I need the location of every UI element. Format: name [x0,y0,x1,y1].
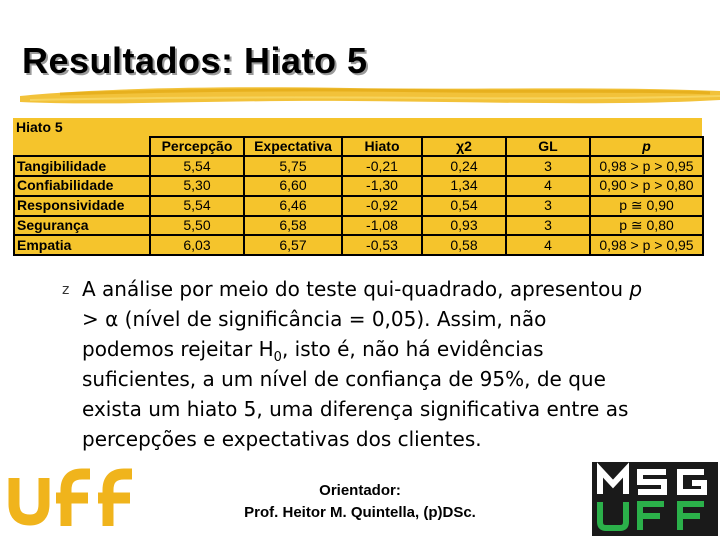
row-label: Confiabilidade [14,176,150,196]
table-cell: 3 [506,196,590,216]
z-bullet-icon: z [62,282,70,298]
slide-title: Resultados: Hiato 5 [22,40,368,81]
results-table-panel [13,118,702,256]
table-cell: -1,08 [342,216,422,236]
col-header-expectativa: Expectativa [244,137,342,157]
table-header-row [14,137,703,157]
row-label: Responsividade [14,196,150,216]
conclusion-paragraph [82,274,692,454]
table-cell: 3 [506,156,590,176]
table-cell: 0,98 > p > 0,95 [590,235,703,255]
row-label: Empatia [14,235,150,255]
col-header-gl: GL [506,137,590,157]
table-cell: 0,58 [422,235,506,255]
table-row [14,156,703,176]
col-header-chi2: χ2 [422,137,506,157]
row-label: Tangibilidade [14,156,150,176]
table-row [14,196,703,216]
paragraph-line: A análise por meio do teste qui-quadrado, apresentou p [82,277,643,301]
table-corner-row [14,118,703,137]
advisor-name: Prof. Heitor M. Quintella, (p)DSc. [244,504,476,521]
results-table [13,118,704,256]
table-cell: 6,58 [244,216,342,236]
table-cell: 5,75 [244,156,342,176]
paragraph-line: exista um hiato 5, uma diferença significativa entre as [82,397,629,421]
table-cell: 0,93 [422,216,506,236]
table-cell: p ≅ 0,90 [590,196,703,216]
col-header-hiato: Hiato [342,137,422,157]
table-cell: 5,54 [150,196,244,216]
table-row [14,176,703,196]
paragraph-line: > α (nível de significância = 0,05). Assim, não [82,307,547,331]
table-cell: -1,30 [342,176,422,196]
table-row [14,216,703,236]
table-cell: 5,50 [150,216,244,236]
table-cell: 4 [506,235,590,255]
advisor-credit [200,480,520,524]
msg-uff-logo-icon [592,462,718,536]
paragraph-line: percepções e expectativas dos clientes. [82,427,482,451]
uff-logo-icon [4,460,144,530]
table-cell: -0,92 [342,196,422,216]
table-cell: 5,54 [150,156,244,176]
col-header-p: p [590,137,703,157]
table-cell: 0,98 > p > 0,95 [590,156,703,176]
table-cell: 5,30 [150,176,244,196]
row-label: Segurança [14,216,150,236]
table-cell: 0,54 [422,196,506,216]
table-row [14,235,703,255]
table-cell: 0,90 > p > 0,80 [590,176,703,196]
table-cell: 6,57 [244,235,342,255]
paragraph-line: podemos rejeitar $H_0$, isto é, não há evidências [82,337,544,365]
table-cell: 0,24 [422,156,506,176]
advisor-label: Orientador: [319,482,401,499]
table-cell: 6,46 [244,196,342,216]
table-cell: 4 [506,176,590,196]
table-cell: -0,21 [342,156,422,176]
table-cell: 3 [506,216,590,236]
table-cell: p ≅ 0,80 [590,216,703,236]
table-cell: -0,53 [342,235,422,255]
table-cell: 1,34 [422,176,506,196]
table-cell: 6,60 [244,176,342,196]
yellow-brush-underline [20,82,720,108]
paragraph-line: suficientes, a um nível de confiança de 95%, de que [82,367,606,391]
table-cell: 6,03 [150,235,244,255]
col-header-percepcao: Percepção [150,137,244,157]
table-corner-label: Hiato 5 [16,118,63,135]
